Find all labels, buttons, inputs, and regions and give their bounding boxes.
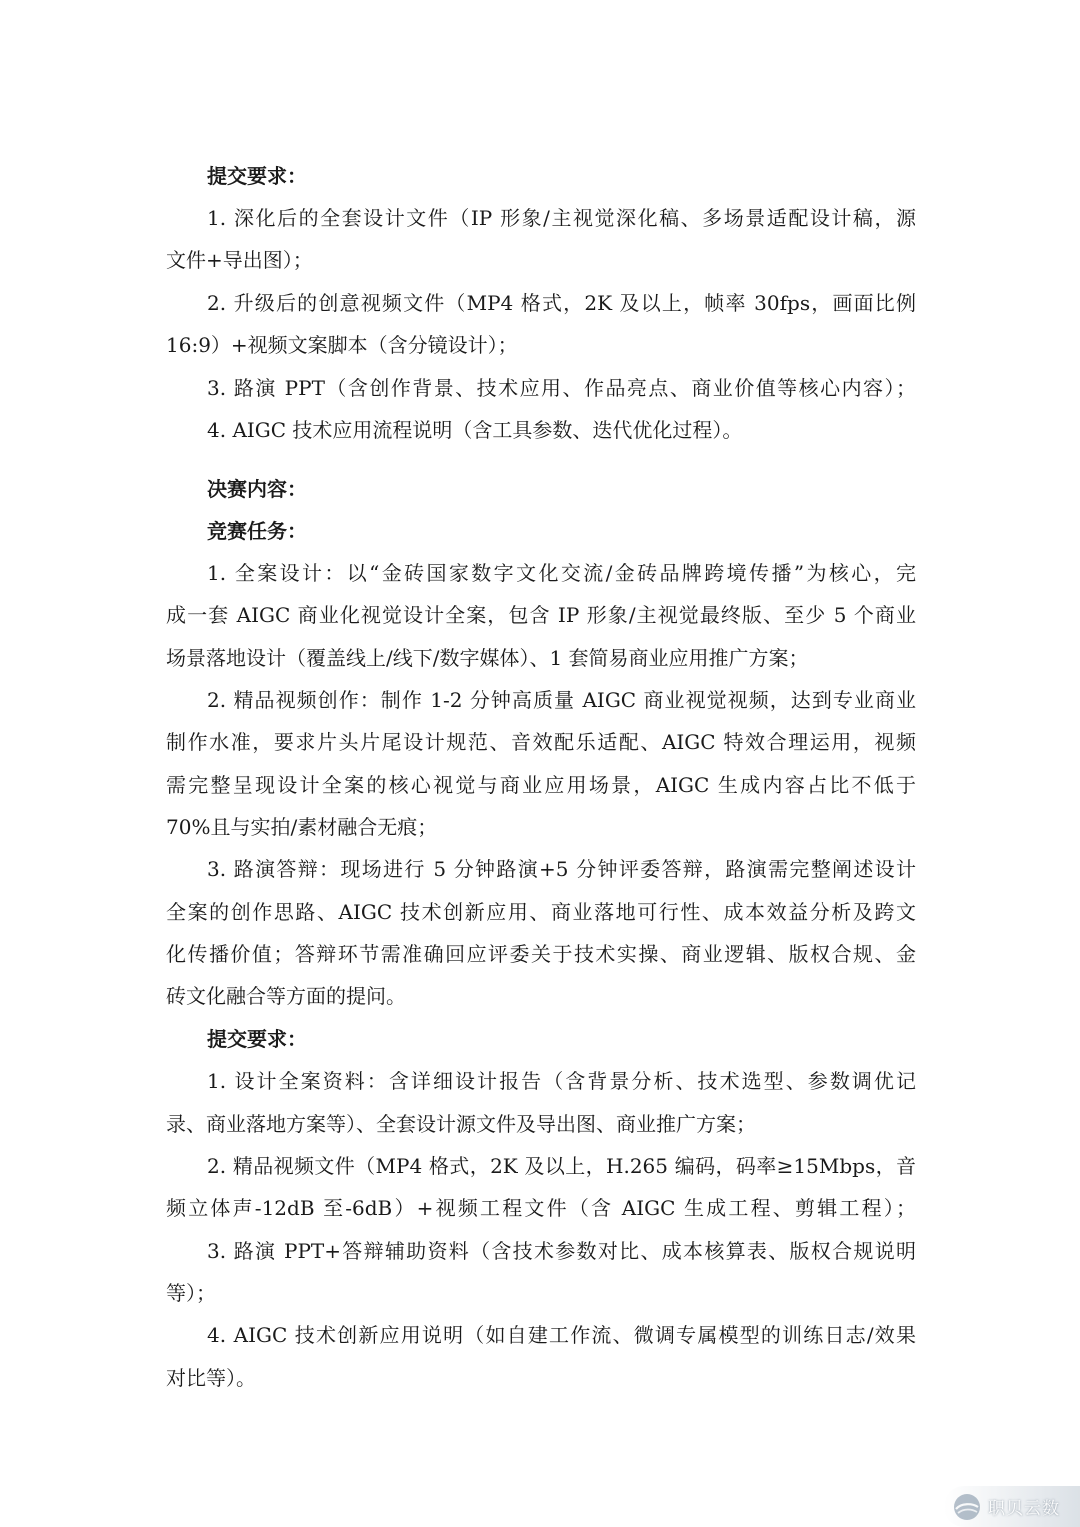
paragraph-line: 砖文化融合等方面的提问。 (166, 984, 406, 1008)
globe-swirl-icon (952, 1492, 982, 1522)
paragraph-line: 文件+导出图）； (166, 248, 313, 272)
paragraph-line: 频立体声-12dB 至-6dB）+视频工程文件（含 AIGC 生成工程、剪辑工程）； (166, 1196, 916, 1220)
paragraph-line: 需完整呈现设计全案的核心视觉与商业应用场景，AIGC 生成内容占比不低于 (166, 773, 916, 797)
paragraph-line: 4. AIGC 技术创新应用说明（如自建工作流、微调专属模型的训练日志/效果 (207, 1323, 916, 1347)
paragraph-line: 1. 设计全案资料：含详细设计报告（含背景分析、技术选型、参数调优记 (207, 1069, 916, 1093)
section-subheading-tasks: 竞赛任务： (207, 519, 307, 543)
paragraph-line: 1. 全案设计：以“金砖国家数字文化交流/金砖品牌跨境传播”为核心，完 (207, 561, 916, 585)
paragraph-line: 录、商业落地方案等）、全套设计源文件及导出图、商业推广方案； (166, 1112, 756, 1136)
paragraph-line: 1. 深化后的全套设计文件（IP 形象/主视觉深化稿、多场景适配设计稿，源 (207, 206, 916, 230)
paragraph-line: 16:9）+视频文案脚本（含分镜设计）； (166, 333, 518, 357)
paragraph-line: 全案的创作思路、AIGC 技术创新应用、商业落地可行性、成本效益分析及跨文 (166, 900, 916, 924)
paragraph-line: 化传播价值；答辩环节需准确回应评委关于技术实操、商业逻辑、版权合规、金 (166, 942, 916, 966)
paragraph-line: 3. 路演 PPT+答辩辅助资料（含技术参数对比、成本核算表、版权合规说明 (207, 1239, 916, 1263)
paragraph-line: 4. AIGC 技术应用流程说明（含工具参数、迭代优化过程）。 (207, 418, 743, 442)
paragraph-line: 70%且与实拍/素材融合无痕； (166, 815, 438, 839)
paragraph-line: 场景落地设计（覆盖线上/线下/数字媒体）、1 套简易商业应用推广方案； (166, 646, 809, 670)
section-heading-finals: 决赛内容： (207, 477, 307, 501)
paragraph-line: 3. 路演答辩：现场进行 5 分钟路演+5 分钟评委答辩，路演需完整阐述设计 (207, 857, 916, 881)
watermark-text: 职贝云数 (988, 1499, 1060, 1519)
paragraph-line: 2. 升级后的创意视频文件（MP4 格式，2K 及以上，帧率 30fps，画面比例 (207, 291, 916, 315)
paragraph-line: 3. 路演 PPT（含创作背景、技术应用、作品亮点、商业价值等核心内容）； (207, 376, 916, 400)
section-heading-final-submission: 提交要求： (207, 1027, 307, 1051)
section-heading-submission: 提交要求： (207, 164, 307, 188)
watermark (944, 1486, 1080, 1527)
paragraph-line: 2. 精品视频创作：制作 1-2 分钟高质量 AIGC 商业视觉视频，达到专业商业 (207, 688, 916, 712)
paragraph-line: 制作水准，要求片头片尾设计规范、音效配乐适配、AIGC 特效合理运用，视频 (166, 730, 916, 754)
paragraph-line: 等）； (166, 1281, 216, 1305)
paragraph-line: 对比等）。 (166, 1366, 256, 1390)
paragraph-line: 成一套 AIGC 商业化视觉设计全案，包含 IP 形象/主视觉最终版、至少 5 个商业 (166, 603, 916, 627)
paragraph-line: 2. 精品视频文件（MP4 格式，2K 及以上，H.265 编码，码率≥15Mbps，音 (207, 1154, 916, 1178)
